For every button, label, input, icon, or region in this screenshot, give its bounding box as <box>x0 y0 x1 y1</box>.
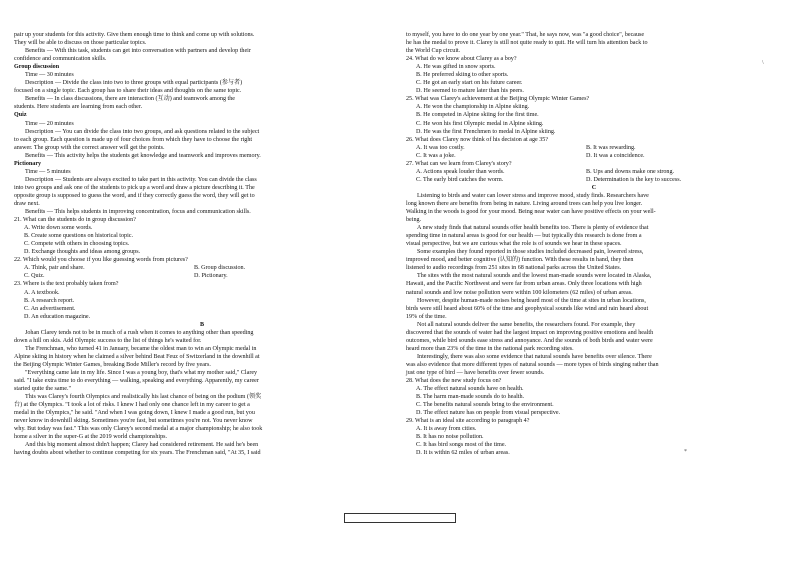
left-line: 22. Which would you choose if you like guessing words from pictures? <box>14 257 188 264</box>
option-cell: A. Think, pair and share. <box>24 265 85 272</box>
right-line: the World Cup circuit. <box>406 48 461 55</box>
right-line: B. The harm man-made sounds do to health. <box>416 394 525 401</box>
right-column <box>406 31 782 457</box>
left-line: The Frenchman, who turned 41 in January, became the oldest man to win an Olympic medal in <box>25 345 257 352</box>
left-line: 21. What can the students do in group discussion? <box>14 217 136 224</box>
right-line: 27. What can we learn from Clarey's story? <box>406 160 512 167</box>
option-cell: C. Quiz. <box>24 273 45 280</box>
option-cell: B. It was rewarding. <box>586 144 636 151</box>
right-line: visual perspective, but we are curious what the role is of sounds we hear in these spaces. <box>406 241 622 248</box>
right-line: A. The effect natural sounds have on health. <box>416 386 524 393</box>
left-line: answer. The group with the correct answer will get the points. <box>14 144 165 151</box>
right-line: 19% of the time. <box>406 313 447 320</box>
right-line: C. The benefits natural sounds bring to the environment. <box>416 402 554 409</box>
option-cell: A. It was too costly. <box>416 144 465 151</box>
option-cell: B. Group discussion. <box>194 265 246 272</box>
left-line: Benefits — With this task, students can get into conversation with partners and develop their <box>25 48 251 55</box>
right-line <box>406 168 782 176</box>
page-footer-box <box>344 513 456 523</box>
right-line: D. It is within 62 miles of urban areas. <box>416 450 510 457</box>
right-line: Walking in the woods is good for your mood. Being near water can have positive effects on your well- <box>406 209 656 216</box>
left-line: 台) at the Olympics. "I took a lot of risks. I knew I had only one chance left in my career to get a <box>14 402 250 409</box>
left-line: B <box>199 321 205 328</box>
left-line: Benefits — This activity helps the students get knowledge and teamwork and improves memory. <box>25 152 261 159</box>
left-line: Group discussion <box>14 64 60 71</box>
right-line: A. He was gifted in snow sports. <box>416 64 496 71</box>
right-line: D. He seemed to mature later than his peers. <box>416 88 524 95</box>
left-line: Alpine skiing in history when he claimed a silver behind Beat Feuz of Switzerland in the downhill at <box>14 353 260 360</box>
left-line: confidence and communication skills. <box>14 56 107 63</box>
option-cell: C. It was a joke. <box>416 152 456 159</box>
right-line: discovered that the sounds of water had the largest impact on improving positive emotions and health <box>406 329 654 336</box>
left-line: B. Create some questions on historical topic. <box>24 233 133 240</box>
left-column <box>14 31 390 457</box>
left-line: A. A textbook. <box>24 289 60 296</box>
right-line: The sites with the most natural sounds and the lowest man-made sounds were located in Alaska, <box>417 273 652 280</box>
left-line: into two groups and ask one of the students to pick up a word and draw a picture describing it. The <box>14 184 255 191</box>
left-line: students. Here students are learning from each other. <box>14 104 143 111</box>
right-line: Interestingly, there was also some evidence that natural sounds have benefits over silence. There <box>417 353 652 360</box>
right-line: just one type of bird — have benefits over fewer sounds. <box>406 369 545 376</box>
left-line: "Everything came late in my life. Since I was a young boy, that's what my mother said," Clarey <box>25 369 258 376</box>
left-line: opposite group is supposed to guess the word, and if they correctly guess the word, they will get to <box>14 192 255 199</box>
option-cell: A. Actions speak louder than words. <box>416 168 505 175</box>
right-line: C <box>591 184 597 191</box>
left-line: 23. Where is the text probably taken from? <box>14 281 119 288</box>
left-line: medal in the Olympics," he said. "And when I was going down, I knew I made a good run, but you <box>14 410 255 417</box>
right-line: listened to audio recordings from 251 sites in 68 national parks across the United States. <box>406 265 622 272</box>
right-line: D. He was the first Frenchmen to medal in Alpine skiing. <box>416 128 556 135</box>
right-line: C. It has bird songs most of the time. <box>416 442 507 449</box>
right-line: A. It is away from cities. <box>416 426 477 433</box>
option-cell: C. The early bird catches the worm. <box>416 176 504 183</box>
right-line: to myself, you have to do one year by one year." That, he says now, was "a good choice", because <box>406 32 645 38</box>
right-line: being. <box>406 217 422 224</box>
left-line: C. Compete with others in choosing topics. <box>24 241 130 248</box>
left-line: pair up your students for this activity. Give them enough time to think and come up with solutions. <box>14 32 255 38</box>
left-line: B. A research report. <box>24 297 75 304</box>
right-line: Hawaii, and the Pacific Northwest and were far from urban areas. Only three locations with high <box>406 281 642 288</box>
right-line: Some examples they found reported in those studies included decreased pain, lowered stress, <box>417 249 644 256</box>
right-line: A new study finds that natural sounds offer health benefits too. There is plenty of evidence that <box>417 225 649 232</box>
right-line: B. He competed in Alpine skiing for the first time. <box>416 112 539 119</box>
right-line: A. He won the championship in Alpine skiing. <box>416 104 530 111</box>
right-line: B. It has no noise pollution. <box>416 434 484 441</box>
right-line: 29. What is an ideal site according to paragraph 4? <box>406 418 530 425</box>
option-cell: D. It was a coincidence. <box>586 152 645 159</box>
left-line: A. Write down some words. <box>24 225 93 232</box>
right-line: birds were still heard about 60% of the time and geophysical sounds like wind and rain heard about <box>406 305 649 312</box>
right-line: Listening to birds and water can lower stress and improve mood, study finds. Researchers have <box>417 192 649 199</box>
left-line: Time — 20 minutes <box>25 120 74 127</box>
left-line: And this big moment almost didn't happen; Clarey had considered retirement. He said he's been <box>25 442 259 449</box>
left-line: having doubts about whether to continue competing for six years. The Frenchman said, "At 35, I said <box>14 450 261 457</box>
left-line: D. Exchange thoughts and ideas among groups. <box>24 249 141 256</box>
left-line: Quiz <box>14 112 27 119</box>
option-cell: D. Determination is the key to success. <box>586 176 682 183</box>
left-line: Description — Divide the class into two to three groups with equal participants (参与者) <box>25 80 243 87</box>
left-line: draw next. <box>14 200 40 207</box>
right-line <box>406 176 782 184</box>
left-line: They will be able to discuss on those particular topics. <box>14 40 147 47</box>
left-line: Time — 30 minutes <box>25 72 74 79</box>
option-cell: D. Pictionary. <box>194 273 228 280</box>
left-line <box>14 264 390 272</box>
left-line: Description — Students are always excited to take part in this activity. You can divide the class <box>25 176 257 183</box>
right-line: improved mood, and better cognitive (认知的) function. With these results in hand, they then <box>406 257 634 264</box>
left-line: down a hill on skis. Add Olympic success to the list of things he's waited for. <box>14 337 202 344</box>
left-line: Pictionary <box>14 160 42 167</box>
left-line: This was Clarey's fourth Olympics and realistically his last chance of being on the podium (领奖 <box>25 394 262 401</box>
right-line: C. He won his first Olympic medal in Alpine skiing. <box>416 120 544 127</box>
right-line: D. The effect nature has on people from visual perspective. <box>416 410 561 417</box>
right-line <box>406 144 782 152</box>
left-line: why. But today was fast." This was only Clarey's second medal at a major championship; he also took <box>14 426 263 433</box>
right-line: C. He got an early start on his future career. <box>416 80 523 87</box>
right-line: he has the medal to prove it. Clarey is still not quite ready to quit. He will turn his attention back to <box>406 40 648 47</box>
stray-mark-top: \ <box>762 60 764 66</box>
right-line: long known there are benefits from being in nature. Living around trees can help you live longer. <box>406 200 643 207</box>
left-line: to each group. Each question is made up of four choices from which they have to choose the right <box>14 136 253 143</box>
right-line: 28. What does the new study focus on? <box>406 378 502 385</box>
left-line: home a silver in the super-G at the 2019 world championships. <box>14 434 168 441</box>
left-line: D. An education magazine. <box>24 313 91 320</box>
left-line: Johan Clarey tends not to be in much of a rush when it comes to anything other than speeding <box>25 329 254 336</box>
right-line: natural sounds and low noise pollution were within 100 kilometers (62 miles) of urban areas. <box>406 289 633 296</box>
left-line <box>14 272 390 280</box>
left-line: Description — You can divide the class into two groups, and ask questions related to the subject <box>25 128 260 135</box>
right-line: was also evidence that more different types of natural sounds — more types of birds singing rather than <box>406 361 659 368</box>
right-line: spending time in natural areas is good for our health — but typically this research is done from a <box>406 233 642 240</box>
left-line: the Beijing Olympic Winter Games, breaking Bode Miller's record by five years. <box>14 361 211 368</box>
left-line: focused on a single topic. Each group has to share their ideas and thoughts on the same topic. <box>14 88 242 95</box>
left-line: started quite the same." <box>14 386 71 393</box>
right-line: heard more than 23% of the time in the national park recording sites. <box>406 345 574 352</box>
left-line: C. An advertisement. <box>24 305 76 312</box>
left-line: Time — 5 minutes <box>25 168 71 175</box>
left-line: never know in downhill skiing. Sometimes you're fast, but sometimes you're not. You never know <box>14 418 253 425</box>
left-line: Benefits — In class discussions, there are interaction (互动) and teamwork among the <box>25 96 236 103</box>
right-line: Not all natural sounds deliver the same benefits, the researchers found. For example, they <box>417 321 636 328</box>
right-line: However, despite human-made noises being heard most of the time at sites in urban locations, <box>417 297 646 304</box>
stray-mark-mid: * <box>684 449 687 455</box>
option-cell: B. Ups and downs make one strong. <box>586 168 675 175</box>
right-line: B. He preferred skiing to other sports. <box>416 72 509 79</box>
left-line: Benefits — This helps students in improving concentration, focus and communication skills. <box>25 209 251 216</box>
right-line: outcomes, while bird sounds ease stress and annoyance. And the sounds of both birds and water were <box>406 337 653 344</box>
right-line: 24. What do we know about Clarey as a boy? <box>406 56 517 63</box>
right-line: 26. What does Clarey now think of his decision at age 35? <box>406 136 549 143</box>
left-line: said. "I take extra time to do everything — walking, speaking and everything. Apparently, my career <box>14 378 259 385</box>
right-line: 25. What was Clarey's achievement at the Beijing Olympic Winter Games? <box>406 96 590 103</box>
right-line <box>406 152 782 160</box>
